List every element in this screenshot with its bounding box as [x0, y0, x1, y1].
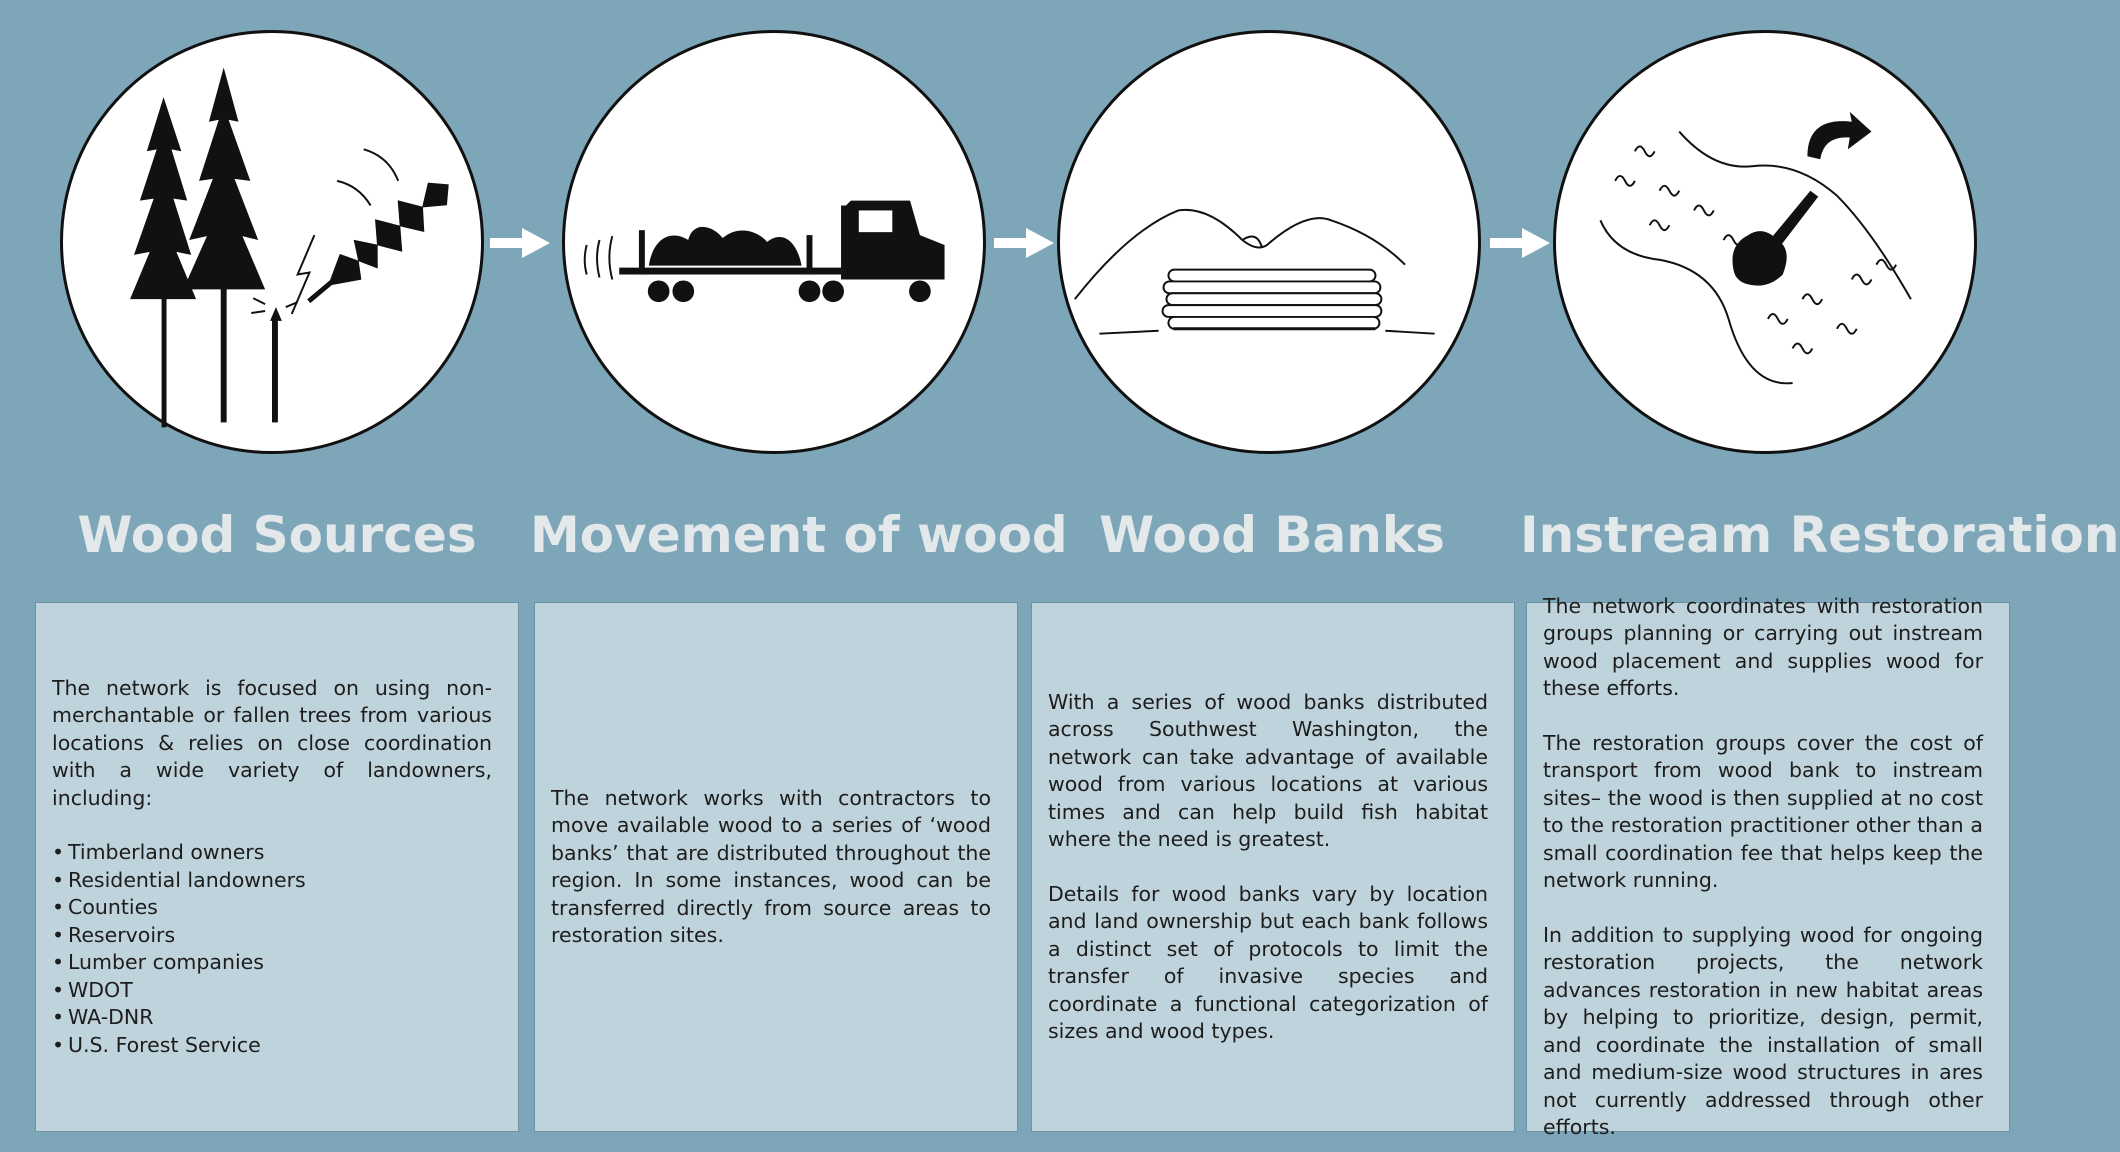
- step-title-movement-of-wood: Movement of wood: [530, 506, 1068, 564]
- flow-arrow-icon: [490, 226, 550, 260]
- wood-banks-panel: [1031, 602, 1515, 1132]
- panel-paragraph: The network coordinates with restoration groups planning or carrying out instream wood placement and supplies wood for these efforts.: [1543, 593, 1983, 700]
- log-truck-icon: [565, 33, 983, 451]
- stream-wood-placement-icon: [1556, 33, 1974, 451]
- forest-trees-icon: [63, 33, 481, 451]
- list-item: • Reservoirs: [52, 922, 492, 950]
- list-item: • Residential landowners: [52, 867, 492, 895]
- instream-restoration-panel: [1526, 593, 2010, 1139]
- list-item: • U.S. Forest Service: [52, 1032, 492, 1060]
- panel-paragraph: The restoration groups cover the cost of transport from wood bank to instream sites– the wood is then supplied at no cost to the restoration practitioner other than a small coordination fee that helps keep the network running.: [1543, 730, 1983, 892]
- step-title-wood-sources: Wood Sources: [77, 506, 477, 564]
- flow-arrow-icon: [994, 226, 1054, 260]
- flow-arrow-icon: [1490, 226, 1550, 260]
- step-title-instream-restoration: Instream Restoration: [1520, 506, 2120, 564]
- wood-banks-illustration: [1057, 30, 1481, 454]
- panel-paragraph: With a series of wood banks distributed across Southwest Washington, the network can take advantage of available wood from various locations at various times and can help build fish habitat where the need is greatest.: [1048, 689, 1488, 851]
- panel-paragraph: The network works with contractors to move available wood to a series of ‘wood banks’ that are distributed throughout the region. In some instances, wood can be transferred directly from source areas to restoration sites.: [551, 785, 991, 947]
- list-item: • WDOT: [52, 977, 492, 1005]
- step-title-wood-banks: Wood Banks: [1099, 506, 1445, 564]
- panel-paragraph: Details for wood banks vary by location and land ownership but each bank follows a distinct set of protocols to limit the transfer of invasive species and coordinate a functional categorization of sizes and wood types.: [1048, 881, 1488, 1043]
- list-item: • WA-DNR: [52, 1004, 492, 1032]
- panel-paragraph: The network is focused on using non-merchantable or fallen trees from various locations & relies on close coordination with a wide variety of landowners, including:: [52, 675, 492, 810]
- list-item: • Timberland owners: [52, 839, 492, 867]
- landowner-list: [52, 839, 492, 1059]
- movement-of-wood-panel: [534, 602, 1018, 1132]
- log-pile-icon: [1060, 33, 1478, 451]
- list-item: • Counties: [52, 894, 492, 922]
- panel-paragraph: In addition to supplying wood for ongoing restoration projects, the network advances restoration in new habitat areas by helping to prioritize, design, permit, and coordinate the installation of small and medium-size wood structures in ares not currently addressed through other efforts.: [1543, 922, 1983, 1139]
- wood-sources-panel: [35, 602, 519, 1132]
- movement-illustration: [562, 30, 986, 454]
- list-item: • Lumber companies: [52, 949, 492, 977]
- instream-restoration-illustration: [1553, 30, 1977, 454]
- wood-sources-illustration: [60, 30, 484, 454]
